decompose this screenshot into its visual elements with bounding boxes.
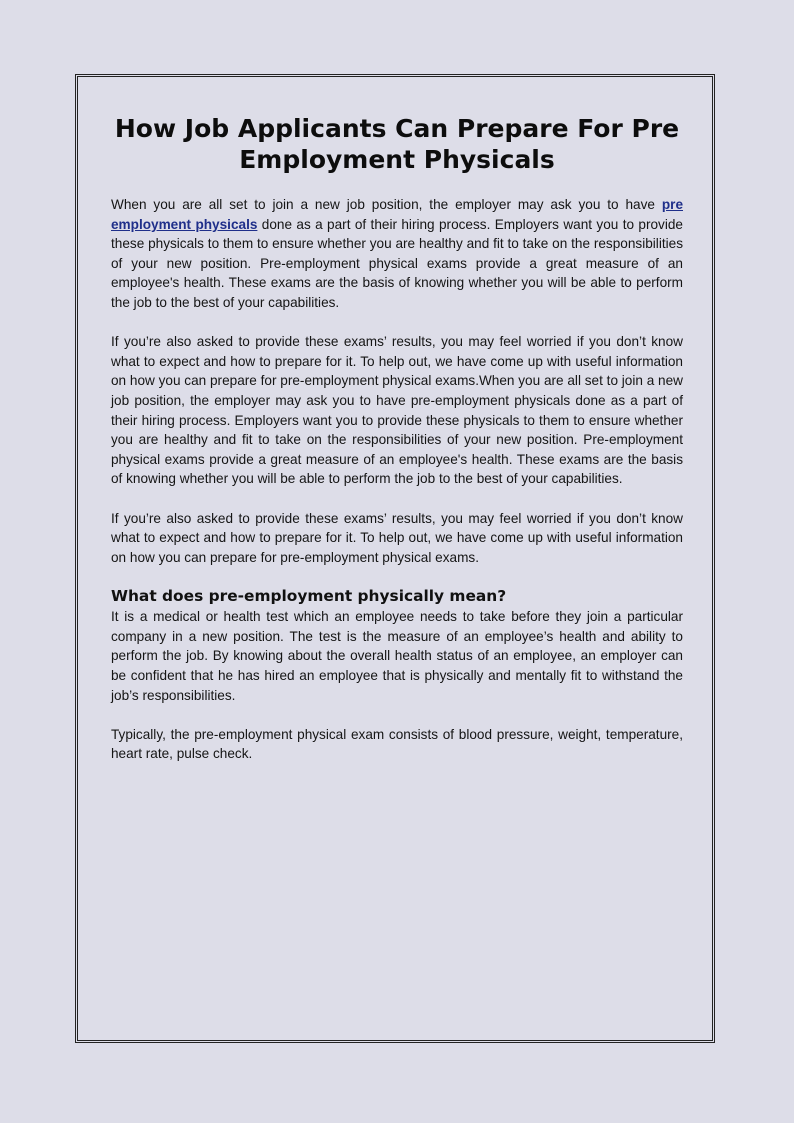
- document-title: How Job Applicants Can Prepare For Pre Employment Physicals: [114, 114, 680, 174]
- body-paragraph: If you’re also asked to provide these exams’ results, you may feel worried if you don’t know what to expect and how to prepare for it. To help out, we have come up with useful information on how you can prepare for pre-employment physical exams.: [111, 510, 683, 565]
- section-heading: What does pre-employment physically mean?: [111, 587, 507, 606]
- section-paragraph: Typically, the pre-employment physical exam consists of blood pressure, weight, temperature, heart rate, pulse check.: [111, 726, 683, 762]
- section-paragraph: It is a medical or health test which an employee needs to take before they join a particular company in a new position. The test is the measure of an employee’s health and ability to perform the job. By knowing about the overall health status of an employee, an employer can be confident that he has hired an employee that is physically and mentally fit to withstand the job’s responsibilities.: [111, 609, 683, 703]
- intro-text-start: When you are all set to join a new job position, the employer may ask you to have: [111, 197, 662, 212]
- pre-employment-physicals-link[interactable]: pre employment physicals: [111, 197, 683, 232]
- document-body: [111, 113, 683, 764]
- body-paragraph: If you’re also asked to provide these exams’ results, you may feel worried if you don’t know what to expect and how to prepare for it. To help out, we have come up with useful information on how you can prepare for pre-employment physical exams.When you are all set to join a new job position, the employer may ask you to have pre-employment physicals done as a part of their hiring process. Employers want you to provide these physicals to them to ensure whether you are healthy and fit to take on the responsibilities of your new position. Pre-employment physical exams provide a great measure of an employee's health. These exams are the basis of knowing whether you will be able to perform the job to the best of your capabilities.: [111, 334, 683, 487]
- intro-text-end: done as a part of their hiring process. Employers want you to provide these physicals to them to ensure whether you are healthy and fit to take on the responsibilities of your new position. Pre-employment physical exams provide a great measure of an employee's health. These exams are the basis of knowing whether you will be able to perform the job to the best of your capabilities.: [111, 216, 683, 310]
- intro-paragraph: [111, 195, 683, 313]
